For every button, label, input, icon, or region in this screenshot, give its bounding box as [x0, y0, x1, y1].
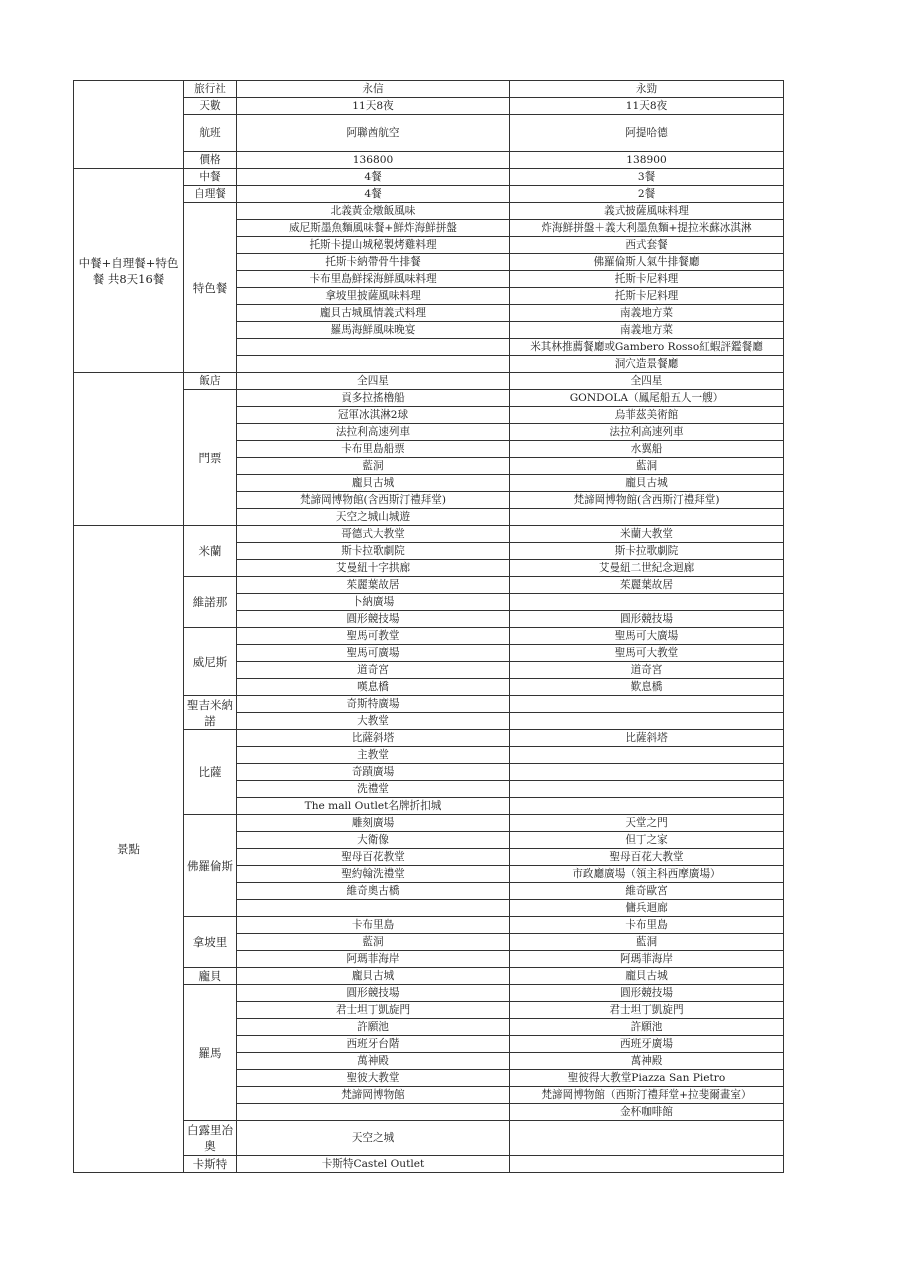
sight-yongxin	[237, 1104, 510, 1121]
ticket-yongjin: 龐貝古城	[510, 475, 784, 492]
ticket-yongjin: 水翼船	[510, 441, 784, 458]
sight-yongxin: 主教堂	[237, 747, 510, 764]
lunch-yongxin: 4餐	[237, 169, 510, 186]
ticket-yongxin: 卡布里島船票	[237, 441, 510, 458]
sight-yongxin: 奇斯特廣場	[237, 696, 510, 713]
lodging-group-cell	[74, 373, 184, 526]
special-meal-yongjin: 米其林推薦餐廳或Gambero Rosso紅蝦評鑑餐廳	[510, 339, 784, 356]
sight-yongjin	[510, 1121, 784, 1156]
sight-yongjin	[510, 696, 784, 713]
label-self-meal: 自理餐	[184, 186, 237, 203]
sight-yongxin: 嘆息橋	[237, 679, 510, 696]
sight-yongxin	[237, 900, 510, 917]
special-meal-yongjin: 托斯卡尼料理	[510, 288, 784, 305]
special-meal-yongxin: 北義黃金燉飯風味	[237, 203, 510, 220]
city-label: 威尼斯	[184, 628, 237, 696]
sight-yongjin: 市政廳廣場（領主科西摩廣場）	[510, 866, 784, 883]
label-lunch: 中餐	[184, 169, 237, 186]
sight-yongxin: 圓形競技場	[237, 985, 510, 1002]
sight-yongxin: 聖馬可廣場	[237, 645, 510, 662]
special-meal-yongjin: 洞穴造景餐廳	[510, 356, 784, 373]
info-group-cell	[74, 81, 184, 169]
sight-yongjin: 君士坦丁凱旋門	[510, 1002, 784, 1019]
agency-yongjin: 永勁	[510, 81, 784, 98]
sight-yongjin: 卡布里島	[510, 917, 784, 934]
sight-yongjin: 米蘭大教堂	[510, 526, 784, 543]
sight-yongjin: 許願池	[510, 1019, 784, 1036]
sight-yongxin: 艾曼紐十字拱廊	[237, 560, 510, 577]
city-label: 比薩	[184, 730, 237, 815]
ticket-yongjin	[510, 509, 784, 526]
city-label: 聖吉米納諾	[184, 696, 237, 730]
sight-yongxin: 比薩斜塔	[237, 730, 510, 747]
ticket-yongxin: 冠軍冰淇淋2球	[237, 407, 510, 424]
sight-yongjin: 傭兵迴廊	[510, 900, 784, 917]
special-meal-yongxin: 羅馬海鮮風味晚宴	[237, 322, 510, 339]
sight-yongxin: 聖母百花教堂	[237, 849, 510, 866]
ticket-yongxin: 天空之城山城遊	[237, 509, 510, 526]
sight-yongxin: 天空之城	[237, 1121, 510, 1156]
sight-yongjin: 梵諦岡博物館（西斯汀禮拜堂+拉斐爾畫室）	[510, 1087, 784, 1104]
sight-yongxin: 卡斯特Castel Outlet	[237, 1156, 510, 1173]
sight-yongjin: 茱麗葉故居	[510, 577, 784, 594]
sight-yongxin: 萬神殿	[237, 1053, 510, 1070]
sight-yongjin: 艾曼紐二世紀念迴廊	[510, 560, 784, 577]
ticket-yongjin: 法拉利高速列車	[510, 424, 784, 441]
ticket-yongxin: 法拉利高速列車	[237, 424, 510, 441]
sight-yongjin: 天堂之門	[510, 815, 784, 832]
sight-yongjin: 維奇歐宮	[510, 883, 784, 900]
city-label: 米蘭	[184, 526, 237, 577]
sight-yongxin: 卜納廣場	[237, 594, 510, 611]
city-label: 卡斯特	[184, 1156, 237, 1173]
sight-yongxin: 雕刻廣場	[237, 815, 510, 832]
sight-yongxin: 哥德式大教堂	[237, 526, 510, 543]
label-agency: 旅行社	[184, 81, 237, 98]
sight-yongxin: The mall Outlet名牌折扣城	[237, 798, 510, 815]
sight-yongxin: 聖約翰洗禮堂	[237, 866, 510, 883]
flight-yongxin: 阿聯酋航空	[237, 115, 510, 152]
sight-yongxin: 大衛像	[237, 832, 510, 849]
label-tickets: 門票	[184, 390, 237, 526]
sight-yongjin: 藍洞	[510, 934, 784, 951]
sight-yongxin: 卡布里島	[237, 917, 510, 934]
itinerary-comparison-table	[73, 80, 784, 1173]
sight-yongxin: 許願池	[237, 1019, 510, 1036]
special-meal-yongxin: 托斯卡納帶骨牛排餐	[237, 254, 510, 271]
ticket-yongxin: 藍洞	[237, 458, 510, 475]
city-label: 拿坡里	[184, 917, 237, 968]
self-meal-yongxin: 4餐	[237, 186, 510, 203]
sight-yongxin: 大教堂	[237, 713, 510, 730]
sight-yongjin: 西班牙廣場	[510, 1036, 784, 1053]
sight-yongjin: 聖馬可大教堂	[510, 645, 784, 662]
days-yongjin: 11天8夜	[510, 98, 784, 115]
sight-yongxin: 洗禮堂	[237, 781, 510, 798]
row-hotel	[74, 373, 784, 390]
sight-yongjin	[510, 713, 784, 730]
sight-yongjin: 聖馬可大廣場	[510, 628, 784, 645]
sight-row	[74, 526, 784, 543]
city-label: 羅馬	[184, 985, 237, 1121]
sight-yongxin: 聖彼大教堂	[237, 1070, 510, 1087]
special-meal-yongjin: 南義地方菜	[510, 322, 784, 339]
city-label: 白露里冶奧	[184, 1121, 237, 1156]
price-yongxin: 136800	[237, 152, 510, 169]
sight-yongxin: 聖馬可教堂	[237, 628, 510, 645]
special-meal-yongxin: 龐貝古城風情義式料理	[237, 305, 510, 322]
row-lunch	[74, 169, 784, 186]
sight-yongjin: 歎息橋	[510, 679, 784, 696]
days-yongxin: 11天8夜	[237, 98, 510, 115]
special-meal-yongjin: 托斯卡尼料理	[510, 271, 784, 288]
meals-group-label: 中餐+自理餐+特色餐 共8天16餐	[74, 169, 184, 373]
agency-yongxin: 永信	[237, 81, 510, 98]
sights-group-label: 景點	[74, 526, 184, 1173]
self-meal-yongjin: 2餐	[510, 186, 784, 203]
special-meal-yongxin: 威尼斯墨魚麵風味餐+鮮炸海鮮拼盤	[237, 220, 510, 237]
sight-yongxin: 梵諦岡博物館	[237, 1087, 510, 1104]
special-meal-yongxin: 托斯卡提山城秘製烤雞料理	[237, 237, 510, 254]
sight-yongjin: 聖母百花大教堂	[510, 849, 784, 866]
ticket-yongjin: 藍洞	[510, 458, 784, 475]
special-meal-yongxin: 卡布里島鮮採海鮮風味料理	[237, 271, 510, 288]
sight-yongxin: 龐貝古城	[237, 968, 510, 985]
special-meal-yongjin: 炸海鮮拼盤＋義大利墨魚麵+提拉米蘇冰淇淋	[510, 220, 784, 237]
sight-yongxin: 奇蹟廣場	[237, 764, 510, 781]
special-meal-yongjin: 南義地方菜	[510, 305, 784, 322]
sight-yongxin: 維奇奧古橋	[237, 883, 510, 900]
row-agency	[74, 81, 784, 98]
lunch-yongjin: 3餐	[510, 169, 784, 186]
special-meal-yongxin	[237, 356, 510, 373]
sight-yongxin: 茱麗葉故居	[237, 577, 510, 594]
ticket-yongxin: 貢多拉搖櫓船	[237, 390, 510, 407]
special-meal-yongjin: 佛羅倫斯人氣牛排餐廳	[510, 254, 784, 271]
special-meal-yongxin	[237, 339, 510, 356]
label-price: 價格	[184, 152, 237, 169]
sight-yongjin: 圓形競技場	[510, 611, 784, 628]
sight-yongxin: 藍洞	[237, 934, 510, 951]
ticket-yongjin: 梵諦岡博物館(含西斯汀禮拜堂)	[510, 492, 784, 509]
sight-yongjin: 金杯咖啡館	[510, 1104, 784, 1121]
label-special-meal: 特色餐	[184, 203, 237, 373]
label-days: 天數	[184, 98, 237, 115]
sight-yongjin	[510, 747, 784, 764]
sight-yongxin: 斯卡拉歌劇院	[237, 543, 510, 560]
price-yongjin: 138900	[510, 152, 784, 169]
city-label: 佛羅倫斯	[184, 815, 237, 917]
sight-yongjin: 斯卡拉歌劇院	[510, 543, 784, 560]
ticket-yongxin: 龐貝古城	[237, 475, 510, 492]
sight-yongxin: 君士坦丁凱旋門	[237, 1002, 510, 1019]
sight-yongjin: 但丁之家	[510, 832, 784, 849]
ticket-yongxin: 梵諦岡博物館(含西斯汀禮拜堂)	[237, 492, 510, 509]
city-label: 龐貝	[184, 968, 237, 985]
sight-yongjin: 圓形競技場	[510, 985, 784, 1002]
hotel-yongjin: 全四星	[510, 373, 784, 390]
city-label: 維諾那	[184, 577, 237, 628]
ticket-yongjin: GONDOLA（鳳尾船五人一艘）	[510, 390, 784, 407]
sight-yongxin: 圓形競技場	[237, 611, 510, 628]
sight-yongjin	[510, 764, 784, 781]
sight-yongxin: 道奇宮	[237, 662, 510, 679]
sight-yongjin: 聖彼得大教堂Piazza San Pietro	[510, 1070, 784, 1087]
hotel-yongxin: 全四星	[237, 373, 510, 390]
sight-yongxin: 西班牙台階	[237, 1036, 510, 1053]
sight-yongjin: 龐貝古城	[510, 968, 784, 985]
special-meal-yongxin: 拿坡里披薩風味料理	[237, 288, 510, 305]
sight-yongjin: 道奇宮	[510, 662, 784, 679]
sight-yongjin: 比薩斜塔	[510, 730, 784, 747]
label-hotel: 飯店	[184, 373, 237, 390]
special-meal-yongjin: 義式披薩風味料理	[510, 203, 784, 220]
sight-yongjin: 阿瑪菲海岸	[510, 951, 784, 968]
sight-yongxin: 阿瑪菲海岸	[237, 951, 510, 968]
sight-yongjin	[510, 781, 784, 798]
flight-yongjin: 阿提哈德	[510, 115, 784, 152]
ticket-yongjin: 烏菲茲美術館	[510, 407, 784, 424]
sight-yongjin	[510, 594, 784, 611]
sight-yongjin	[510, 1156, 784, 1173]
sight-yongjin: 萬神殿	[510, 1053, 784, 1070]
special-meal-yongjin: 西式套餐	[510, 237, 784, 254]
sight-yongjin	[510, 798, 784, 815]
label-flight: 航班	[184, 115, 237, 152]
